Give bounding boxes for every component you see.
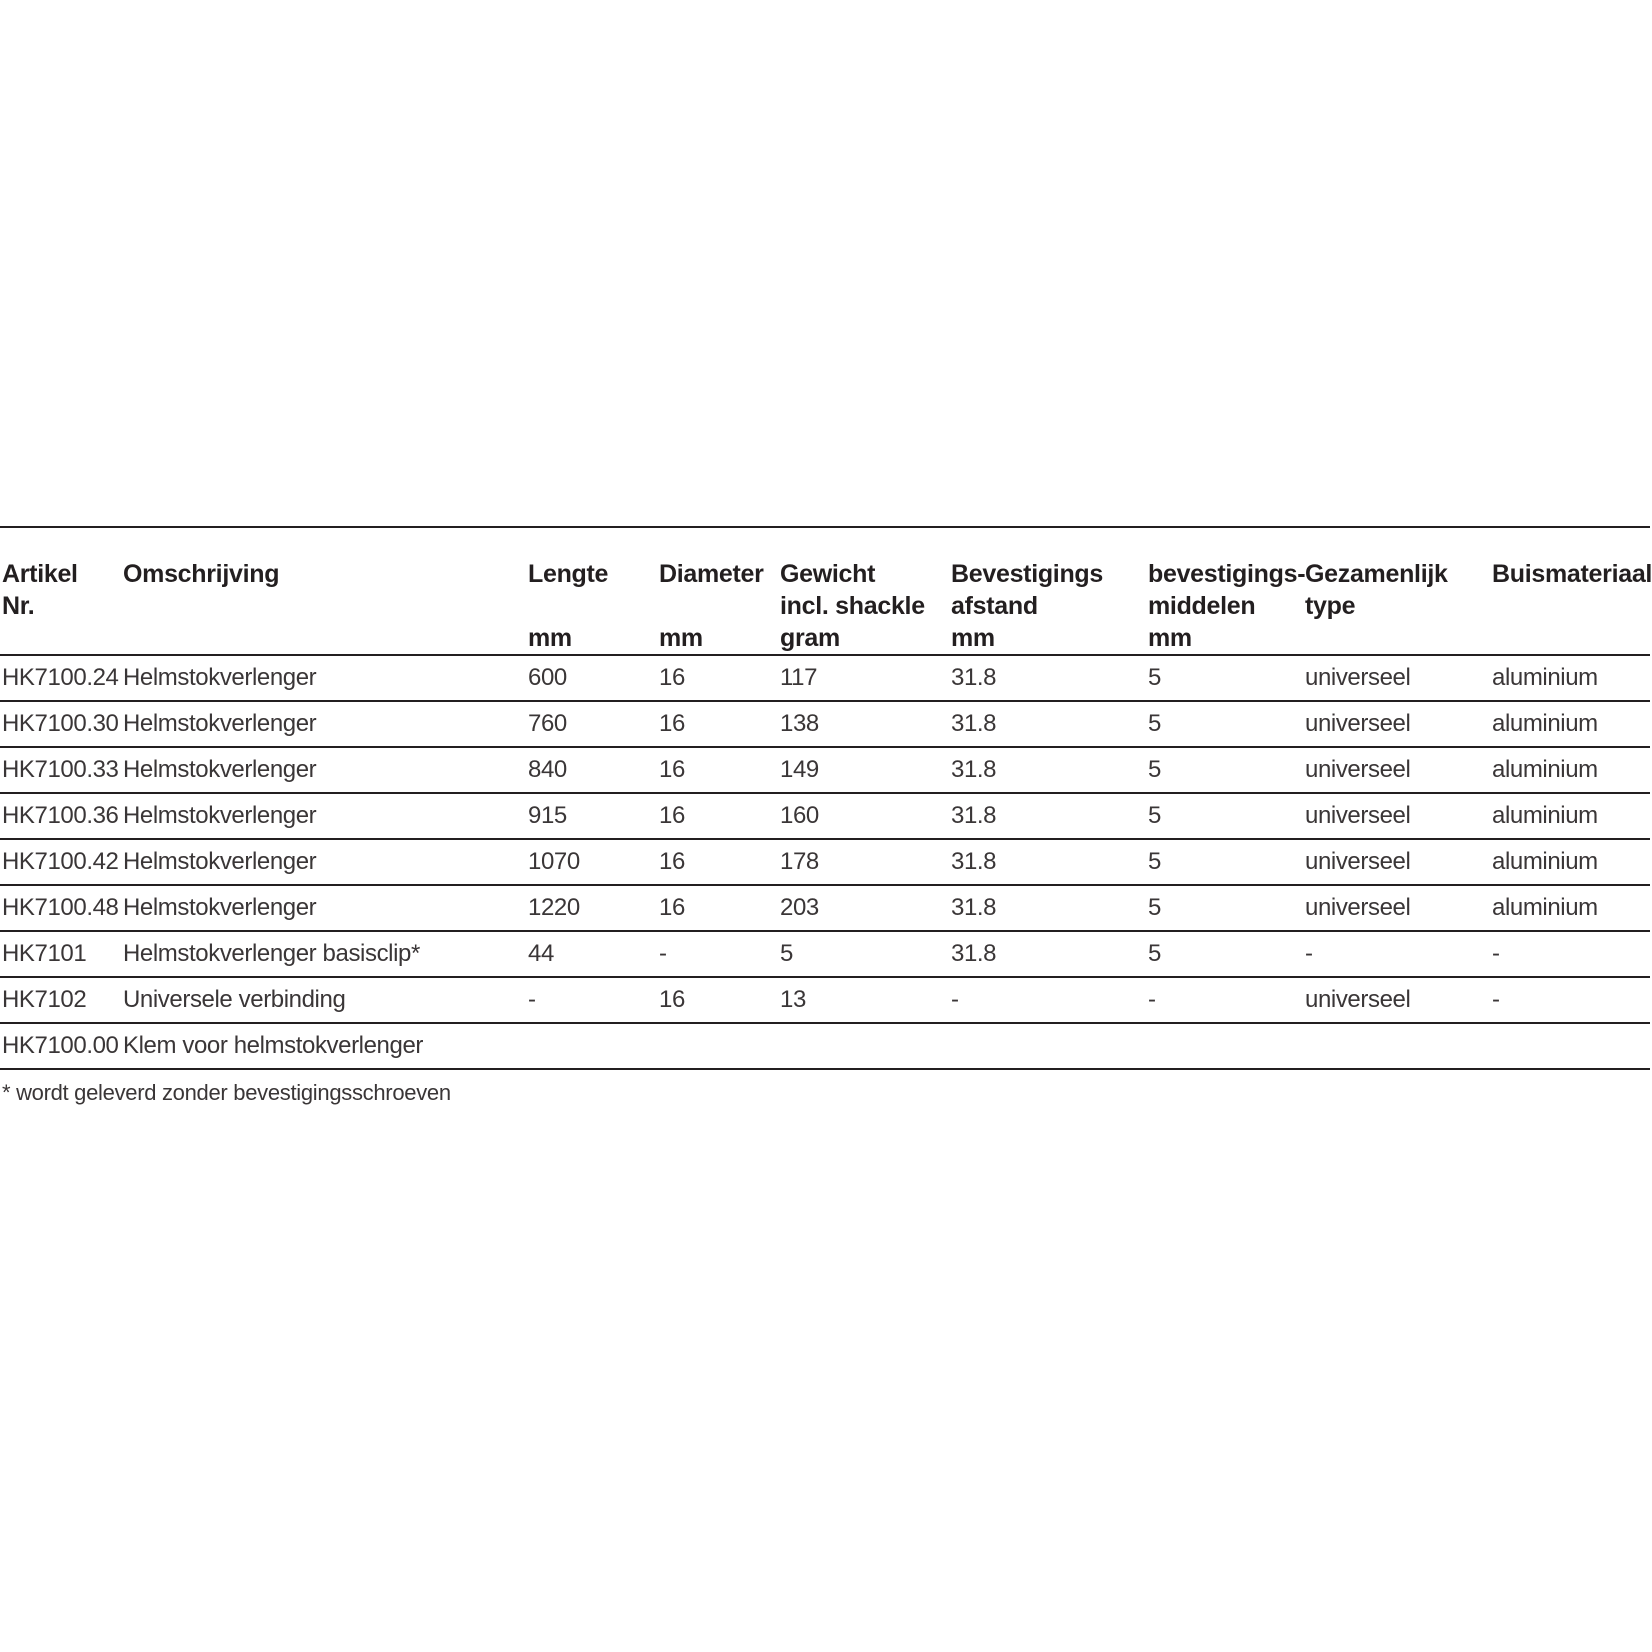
cell-lengte: 915: [526, 793, 657, 839]
spec-table: [0, 526, 1650, 1070]
cell-buismateriaal: -: [1490, 931, 1650, 977]
cell-afstand: 31.8: [949, 793, 1146, 839]
cell-diameter: 16: [657, 977, 778, 1023]
table-row: [0, 839, 1650, 885]
cell-middelen: 5: [1146, 655, 1303, 701]
header-diameter: [657, 527, 778, 655]
cell-omschrijving: Universele verbinding: [121, 977, 526, 1023]
header-unit: mm: [528, 624, 572, 652]
cell-diameter: 16: [657, 839, 778, 885]
header-line: Gezamenlijk: [1305, 560, 1448, 588]
cell-type: universeel: [1303, 655, 1490, 701]
cell-lengte: 760: [526, 701, 657, 747]
cell-omschrijving: Helmstokverlenger: [121, 793, 526, 839]
cell-gewicht: 117: [778, 655, 949, 701]
cell-artikel-nr: HK7100.48: [0, 885, 121, 931]
cell-buismateriaal: aluminium: [1490, 839, 1650, 885]
cell-middelen: 5: [1146, 793, 1303, 839]
header-buismateriaal: [1490, 527, 1650, 655]
header-unit: mm: [1148, 624, 1192, 652]
cell-omschrijving: Helmstokverlenger: [121, 701, 526, 747]
table-row: [0, 747, 1650, 793]
cell-lengte: [526, 1023, 657, 1069]
cell-diameter: 16: [657, 793, 778, 839]
cell-type: universeel: [1303, 701, 1490, 747]
cell-afstand: [949, 1023, 1146, 1069]
table-row: [0, 977, 1650, 1023]
cell-lengte: -: [526, 977, 657, 1023]
table-row: [0, 701, 1650, 747]
cell-buismateriaal: [1490, 1023, 1650, 1069]
header-line: [528, 590, 657, 622]
cell-afstand: 31.8: [949, 655, 1146, 701]
cell-omschrijving: Klem voor helmstokverlenger: [121, 1023, 526, 1069]
cell-buismateriaal: aluminium: [1490, 655, 1650, 701]
cell-middelen: 5: [1146, 839, 1303, 885]
cell-middelen: [1146, 1023, 1303, 1069]
cell-gewicht: [778, 1023, 949, 1069]
header-line: [659, 590, 778, 622]
cell-afstand: 31.8: [949, 931, 1146, 977]
cell-artikel-nr: HK7100.36: [0, 793, 121, 839]
cell-omschrijving: Helmstokverlenger basisclip*: [121, 931, 526, 977]
cell-artikel-nr: HK7100.00: [0, 1023, 121, 1069]
cell-artikel-nr: HK7101: [0, 931, 121, 977]
header-line: afstand: [951, 592, 1038, 620]
table-row: [0, 655, 1650, 701]
header-line: bevestigings-: [1148, 560, 1306, 588]
cell-omschrijving: Helmstokverlenger: [121, 655, 526, 701]
cell-gewicht: 160: [778, 793, 949, 839]
header-unit: [2, 622, 121, 654]
cell-type: universeel: [1303, 977, 1490, 1023]
header-gezamenlijk-type: [1303, 527, 1490, 655]
header-bevestigingsmiddelen: [1146, 527, 1306, 655]
header-gewicht: [778, 527, 949, 655]
header-unit: mm: [659, 624, 703, 652]
cell-buismateriaal: -: [1490, 977, 1650, 1023]
header-line: [1492, 590, 1650, 622]
header-line: Artikel: [2, 560, 78, 588]
cell-gewicht: 149: [778, 747, 949, 793]
cell-type: universeel: [1303, 793, 1490, 839]
cell-diameter: 16: [657, 701, 778, 747]
table-row: [0, 793, 1650, 839]
cell-lengte: 1220: [526, 885, 657, 931]
header-omschrijving: [121, 527, 526, 655]
header-unit: [1305, 622, 1490, 654]
header-line: incl. shackle: [780, 592, 925, 620]
header-line: [123, 590, 526, 622]
header-unit: mm: [951, 624, 995, 652]
cell-artikel-nr: HK7100.30: [0, 701, 121, 747]
header-line: Diameter: [659, 560, 764, 588]
table-row: [0, 931, 1650, 977]
cell-middelen: 5: [1146, 701, 1303, 747]
table-row: [0, 1023, 1650, 1069]
cell-gewicht: 178: [778, 839, 949, 885]
cell-gewicht: 5: [778, 931, 949, 977]
header-line: middelen: [1148, 592, 1256, 620]
cell-gewicht: 203: [778, 885, 949, 931]
header-line: Lengte: [528, 560, 609, 588]
cell-afstand: -: [949, 977, 1146, 1023]
cell-gewicht: 138: [778, 701, 949, 747]
cell-type: -: [1303, 931, 1490, 977]
header-lengte: [526, 527, 657, 655]
cell-middelen: 5: [1146, 931, 1303, 977]
cell-diameter: 16: [657, 747, 778, 793]
cell-afstand: 31.8: [949, 839, 1146, 885]
cell-diameter: [657, 1023, 778, 1069]
cell-middelen: -: [1146, 977, 1303, 1023]
table-row: [0, 885, 1650, 931]
cell-artikel-nr: HK7100.33: [0, 747, 121, 793]
header-line: Nr.: [2, 592, 35, 620]
header-unit: gram: [780, 624, 840, 652]
header-unit: [1492, 622, 1650, 654]
cell-middelen: 5: [1146, 885, 1303, 931]
header-line: Omschrijving: [123, 560, 280, 588]
cell-omschrijving: Helmstokverlenger: [121, 747, 526, 793]
footnote: * wordt geleverd zonder bevestigingsschroeven: [2, 1080, 451, 1105]
cell-lengte: 1070: [526, 839, 657, 885]
header-line: type: [1305, 592, 1356, 620]
header-artikel-nr: [0, 527, 121, 655]
cell-gewicht: 13: [778, 977, 949, 1023]
header-line: Gewicht: [780, 560, 876, 588]
cell-middelen: 5: [1146, 747, 1303, 793]
cell-afstand: 31.8: [949, 747, 1146, 793]
header-unit: [123, 622, 526, 654]
cell-afstand: 31.8: [949, 885, 1146, 931]
cell-buismateriaal: aluminium: [1490, 793, 1650, 839]
cell-buismateriaal: aluminium: [1490, 885, 1650, 931]
cell-artikel-nr: HK7102: [0, 977, 121, 1023]
cell-type: universeel: [1303, 885, 1490, 931]
cell-artikel-nr: HK7100.42: [0, 839, 121, 885]
header-bevestigings-afstand: [949, 527, 1146, 655]
cell-diameter: 16: [657, 885, 778, 931]
header-line: Bevestigings: [951, 560, 1104, 588]
cell-lengte: 840: [526, 747, 657, 793]
cell-type: universeel: [1303, 839, 1490, 885]
cell-lengte: 600: [526, 655, 657, 701]
cell-diameter: -: [657, 931, 778, 977]
table-header-row: [0, 527, 1650, 655]
cell-type: [1303, 1023, 1490, 1069]
cell-type: universeel: [1303, 747, 1490, 793]
header-line: Buismateriaal: [1492, 560, 1652, 588]
cell-artikel-nr: HK7100.24: [0, 655, 121, 701]
cell-omschrijving: Helmstokverlenger: [121, 885, 526, 931]
cell-buismateriaal: aluminium: [1490, 747, 1650, 793]
cell-omschrijving: Helmstokverlenger: [121, 839, 526, 885]
cell-diameter: 16: [657, 655, 778, 701]
cell-buismateriaal: aluminium: [1490, 701, 1650, 747]
cell-afstand: 31.8: [949, 701, 1146, 747]
spec-table-section: [0, 526, 1652, 1106]
cell-lengte: 44: [526, 931, 657, 977]
